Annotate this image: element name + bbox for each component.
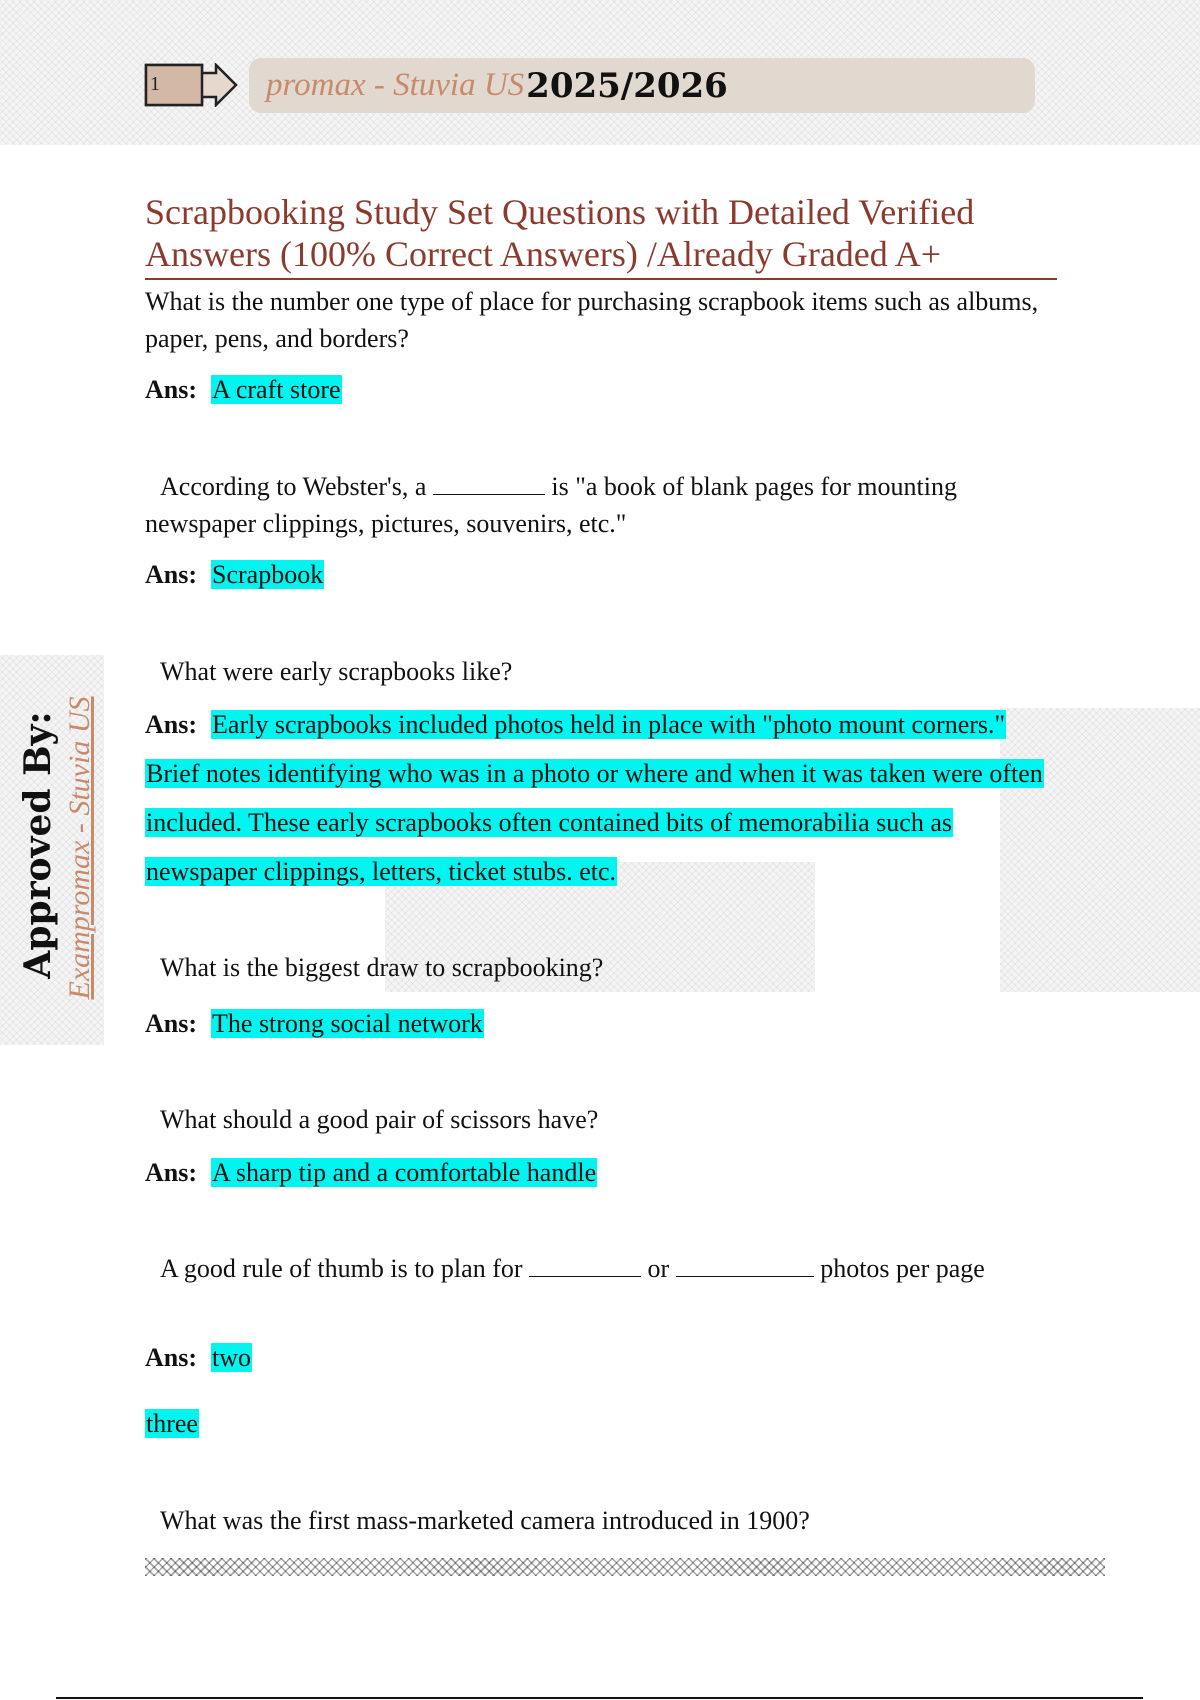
answer-6-extra [145,1407,199,1440]
answer-6 [145,1341,252,1374]
answer-label: Ans: [145,1158,198,1187]
question-6-before: A good rule of thumb is to plan for [160,1254,523,1283]
answer-5-text: A sharp tip and a comfortable handle [212,1158,597,1187]
question-4: What is the biggest draw to scrapbooking? [160,953,604,982]
header-year: 2025/2026 [526,65,728,106]
answer-label: Ans: [145,375,198,404]
sidebar-brand: Exampromax - Stuvia US [63,696,96,1000]
question-2 [145,468,1065,542]
question-2-after: is "a book of blank pages for mounting newspaper clippings, pictures, souvenirs, etc." [145,472,957,538]
answer-2-text: Scrapbook [212,560,324,589]
question-6-after: photos per page [820,1254,985,1283]
answer-4 [145,1007,484,1040]
header-banner [249,58,1035,113]
answer-3-text: Early scrapbooks included photos held in place with "photo mount corners." Brief notes identifying who was in a photo or where and when it was taken were often included. These early scrapbooks often contained bits of memorabilia such as newspaper clippings, letters, ticket stubs. etc. [146,710,1043,886]
answer-6-extra-text: three [146,1409,198,1438]
answer-3 [145,700,1045,896]
answer-label: Ans: [145,1009,198,1038]
question-7: What was the first mass-marketed camera introduced in 1900? [160,1506,810,1535]
document-title: Scrapbooking Study Set Questions with Detailed Verified Answers (100% Correct Answers) /Already Graded A+ [145,191,1057,280]
question-6-middle: or [647,1254,670,1283]
question-2-blank [433,473,545,495]
answer-1 [145,373,342,406]
header-brand: promax - Stuvia US [266,67,525,103]
question-6 [145,1250,1025,1287]
question-6-blank-1 [529,1255,641,1277]
answer-label: Ans: [145,1343,198,1372]
approved-by-label: Approved By: [17,711,59,979]
page-number: 1 [150,73,160,95]
question-2-before: According to Webster's, a [160,472,427,501]
redaction-hatch [145,1558,1105,1576]
question-5: What should a good pair of scissors have? [160,1105,599,1134]
answer-4-text: The strong social network [212,1009,483,1038]
answer-5 [145,1156,597,1189]
answer-label: Ans: [145,560,198,589]
question-6-blank-2 [676,1255,814,1277]
answer-2 [145,558,324,591]
question-1: What is the number one type of place for purchasing scrapbook items such as albums, paper, pens, and borders? [145,287,1039,353]
footer-rule [56,1697,1143,1699]
answer-1-text: A craft store [212,375,341,404]
answer-label: Ans: [145,710,198,739]
answer-6-text: two [212,1343,252,1372]
question-3: What were early scrapbooks like? [160,657,513,686]
